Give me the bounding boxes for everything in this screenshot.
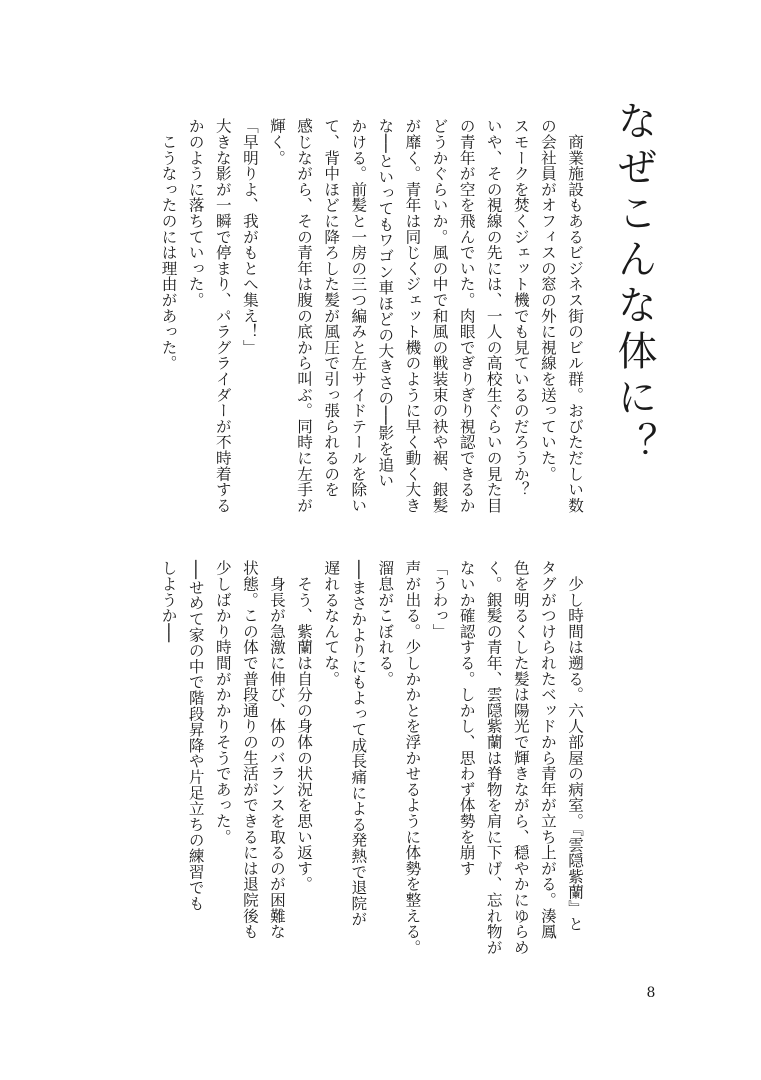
text-line: ないか確認する。しかし、思わず体勢を崩す: [457, 560, 476, 876]
text-line: 状態。この体で普段通りの生活ができるには退院後も: [240, 560, 259, 940]
text-line: そう、紫蘭は自分の身体の状況を思い返す。: [295, 560, 314, 892]
upper-text-block: [113, 118, 588, 526]
text-line: タグがつけられたベッドから青年が立ち上がる。湊鳳: [538, 560, 557, 940]
text-line: 感じながら、その青年は腹の底から叫ぶ。同時に左手が: [295, 118, 314, 513]
text-line: の会社員がオフィスの窓の外に視線を送っていた。: [538, 118, 557, 482]
text-line: 遅れるなんてな。: [322, 560, 341, 687]
text-line: く。銀髪の青年、雲隠紫蘭は脊物を肩に下げ、忘れ物が: [484, 560, 503, 955]
text-line: 身長が急激に伸び、体のバランスを取るのが困難な: [267, 560, 286, 940]
text-line: こうなったのには理由があった。: [159, 118, 178, 371]
text-line: スモークを焚くジェット機でも見ているのだろうか？: [511, 118, 530, 498]
text-line: かのように落ちていった。: [186, 118, 205, 308]
page-number: 8: [646, 985, 656, 1001]
text-line: 少し時間は遡る。六人部屋の病室。『雲隠紫蘭』と: [566, 560, 584, 932]
text-line: 「早明りよ、我がもとへ集え！」: [240, 118, 259, 355]
text-line: 少しばかり時間がかかりそうであった。: [213, 560, 232, 845]
text-line: かける。前髪と一房の三つ編みと左サイドテールを除い: [349, 118, 368, 513]
text-line: て、背中ほどに降ろした髪が風圧で引っ張られるのを: [322, 118, 341, 498]
text-line: どうかぐらいか。風の中で和風の戦装束の袂や裾、銀髪: [430, 118, 449, 513]
text-line: 商業施設もあるビジネス街のビル群。おびただしい数: [566, 118, 584, 513]
text-line: 色を明るくした髪は陽光で輝きながら、穏やかにゆらめ: [511, 560, 530, 955]
chapter-title: なぜこんな体に？: [611, 100, 657, 468]
text-line: 「うわっ」: [430, 560, 449, 639]
text-line: な──といってもワゴン車ほどの大きさの──影を追い: [376, 118, 395, 489]
text-line: 大きな影が一瞬で停まり、パラグライダーが不時着する: [213, 118, 232, 513]
text-line: いや、その視線の先には、一人の高校生ぐらいの見た目: [484, 118, 503, 513]
text-line: の青年が空を飛んでいた。肉眼でぎりぎり視認できるか: [457, 118, 476, 513]
text-line: 溜息がこぼれる。: [376, 560, 395, 687]
text-line: ──せめて家の中で階段昇降や片足立ちの練習でも: [186, 560, 205, 911]
text-line: が靡く。青年は同じくジェット機のように早く動く大き: [403, 118, 422, 513]
text-line: 声が出る。少しかかとを浮かせるように体勢を整える。: [403, 560, 422, 955]
text-line: 輝く。: [267, 118, 286, 166]
lower-text-block: [113, 560, 588, 968]
text-line: しようか──: [159, 560, 178, 643]
text-line: ──まさかよりにもよって成長痛による発熱で退院が: [349, 560, 368, 927]
